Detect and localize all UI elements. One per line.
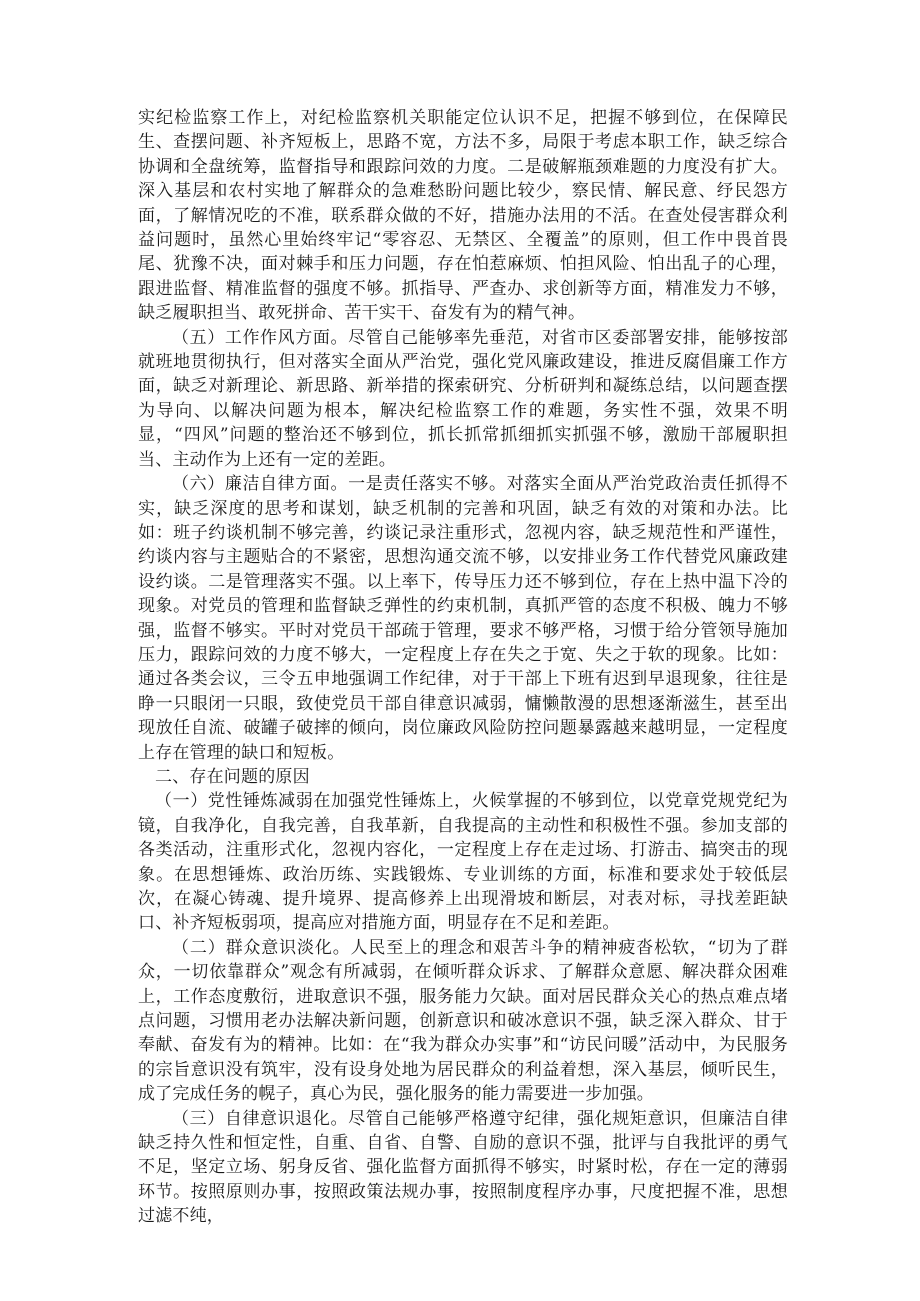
document-page <box>138 106 788 1229</box>
paragraph-mass-awareness: （二）群众意识淡化。人民至上的理念和艰苦斗争的精神疲沓松软，“切为了群众，一切依靠群众”观念有所减弱，在倾听群众诉求、了解群众意愿、解决群众困难上，工作态度敷衍，进取意识不强，服务能力欠缺。面对居民群众关心的热点难点堵点问题，习惯用老办法解决新问题，创新意识和破冰意识不强，缺乏深入群众、甘于奉献、奋发有为的精神。比如：在“我为群众办实事”和“访民问暖”活动中，为民服务的宗旨意识没有筑牢，没有设身处地为居民群众的利益着想，深入基层，倾听民生，成了完成任务的幌子，真心为民，强化服务的能力需要进一步加强。 <box>138 937 788 1105</box>
paragraph-integrity: （六）廉洁自律方面。一是责任落实不够。对落实全面从严治党政治责任抓得不实，缺乏深度的思考和谋划，缺乏机制的完善和巩固，缺乏有效的对策和办法。比如：班子约谈机制不够完善，约谈记录注重形式，忽视内容，缺乏规范性和严谨性，约谈内容与主题贴合的不紧密，思想沟通交流不够，以安排业务工作代替党风廉政建设约谈。二是管理落实不强。以上率下，传导压力还不够到位，存在上热中温下冷的现象。对党员的管理和监督缺乏弹性的约束机制，真抓严管的态度不积极、魄力不够强，监督不够实。平时对党员干部疏于管理，要求不够严格，习惯于给分管领导施加压力，跟踪问效的力度不够大，一定程度上存在失之于宽、失之于软的现象。比如：通过各类会议，三令五申地强调工作纪律，对于干部上下班有迟到早退现象，往往是睁一只眼闭一只眼，致使党员干部自律意识减弱，慵懒散漫的思想逐渐滋生，甚至出现放任自流、破罐子破摔的倾向，岗位廉政风险防控问题暴露越来越明显，一定程度上存在管理的缺口和短板。 <box>138 474 788 763</box>
paragraph-self-discipline: （三）自律意识退化。尽管自己能够严格遵守纪律，强化规矩意识，但廉洁自律缺乏持久性和恒定性，自重、自省、自警、自励的意识不强，批评与自我批评的勇气不足，坚定立场、躬身反省、强化监督方面抓得不够实，时紧时松，存在一定的薄弱环节。按照原则办事，按照政策法规办事，按照制度程序办事，尺度把握不准，思想过滤不纯， <box>138 1108 788 1227</box>
paragraph-party-spirit: （一）党性锤炼减弱在加强党性锤炼上，火候掌握的不够到位，以党章党规党纪为镜，自我净化，自我完善，自我革新，自我提高的主动性和积极性不强。参加支部的各类活动，注重形式化，忽视内容化，一定程度上存在走过场、打游击、搞突击的现象。在思想锤炼、政治历练、实践锻炼、专业训练的方面，标准和要求处于较低层次，在凝心铸魂、提升境界、提高修养上出现滑坡和断层，对表对标，寻找差距缺口、补齐短板弱项，提高应对措施方面，明显存在不足和差距。 <box>138 791 788 934</box>
paragraph-work-style: （五）工作作风方面。尽管自己能够率先垂范，对省市区委部署安排，能够按部就班地贯彻执行，但对落实全面从严治党，强化党风廉政建设，推进反腐倡廉工作方面，缺乏对新理论、新思路、新举措的探索研究、分析研判和凝练总结，以问题查摆为导向、以解决问题为根本，解决纪检监察工作的难题，务实性不强，效果不明显，“四风”问题的整治还不够到位，抓长抓常抓细抓实抓强不够，激励干部履职担当、主动作为上还有一定的差距。 <box>138 327 788 470</box>
paragraph-continuation: 实纪检监察工作上，对纪检监察机关职能定位认识不足，把握不够到位，在保障民生、查摆问题、补齐短板上，思路不宽，方法不多，局限于考虑本职工作，缺乏综合协调和全盘统筹，监督指导和跟踪问效的力度。二是破解瓶颈难题的力度没有扩大。深入基层和农村实地了解群众的急难愁盼问题比较少，察民情、解民意、纾民怨方面，了解情况吃的不准，联系群众做的不好，措施办法用的不活。在查处侵害群众利益问题时，虽然心里始终牢记“零容忍、无禁区、全覆盖”的原则，但工作中畏首畏尾、犹豫不决，面对棘手和压力问题，存在怕惹麻烦、怕担风险、怕出乱子的心理，跟进监督、精准监督的强度不够。抓指导、严查办、求创新等方面，精准发力不够，缺乏履职担当、敢死拼命、苦干实干、奋发有为的精气神。 <box>138 108 788 324</box>
section-heading-causes: 二、存在问题的原因 <box>155 766 310 787</box>
